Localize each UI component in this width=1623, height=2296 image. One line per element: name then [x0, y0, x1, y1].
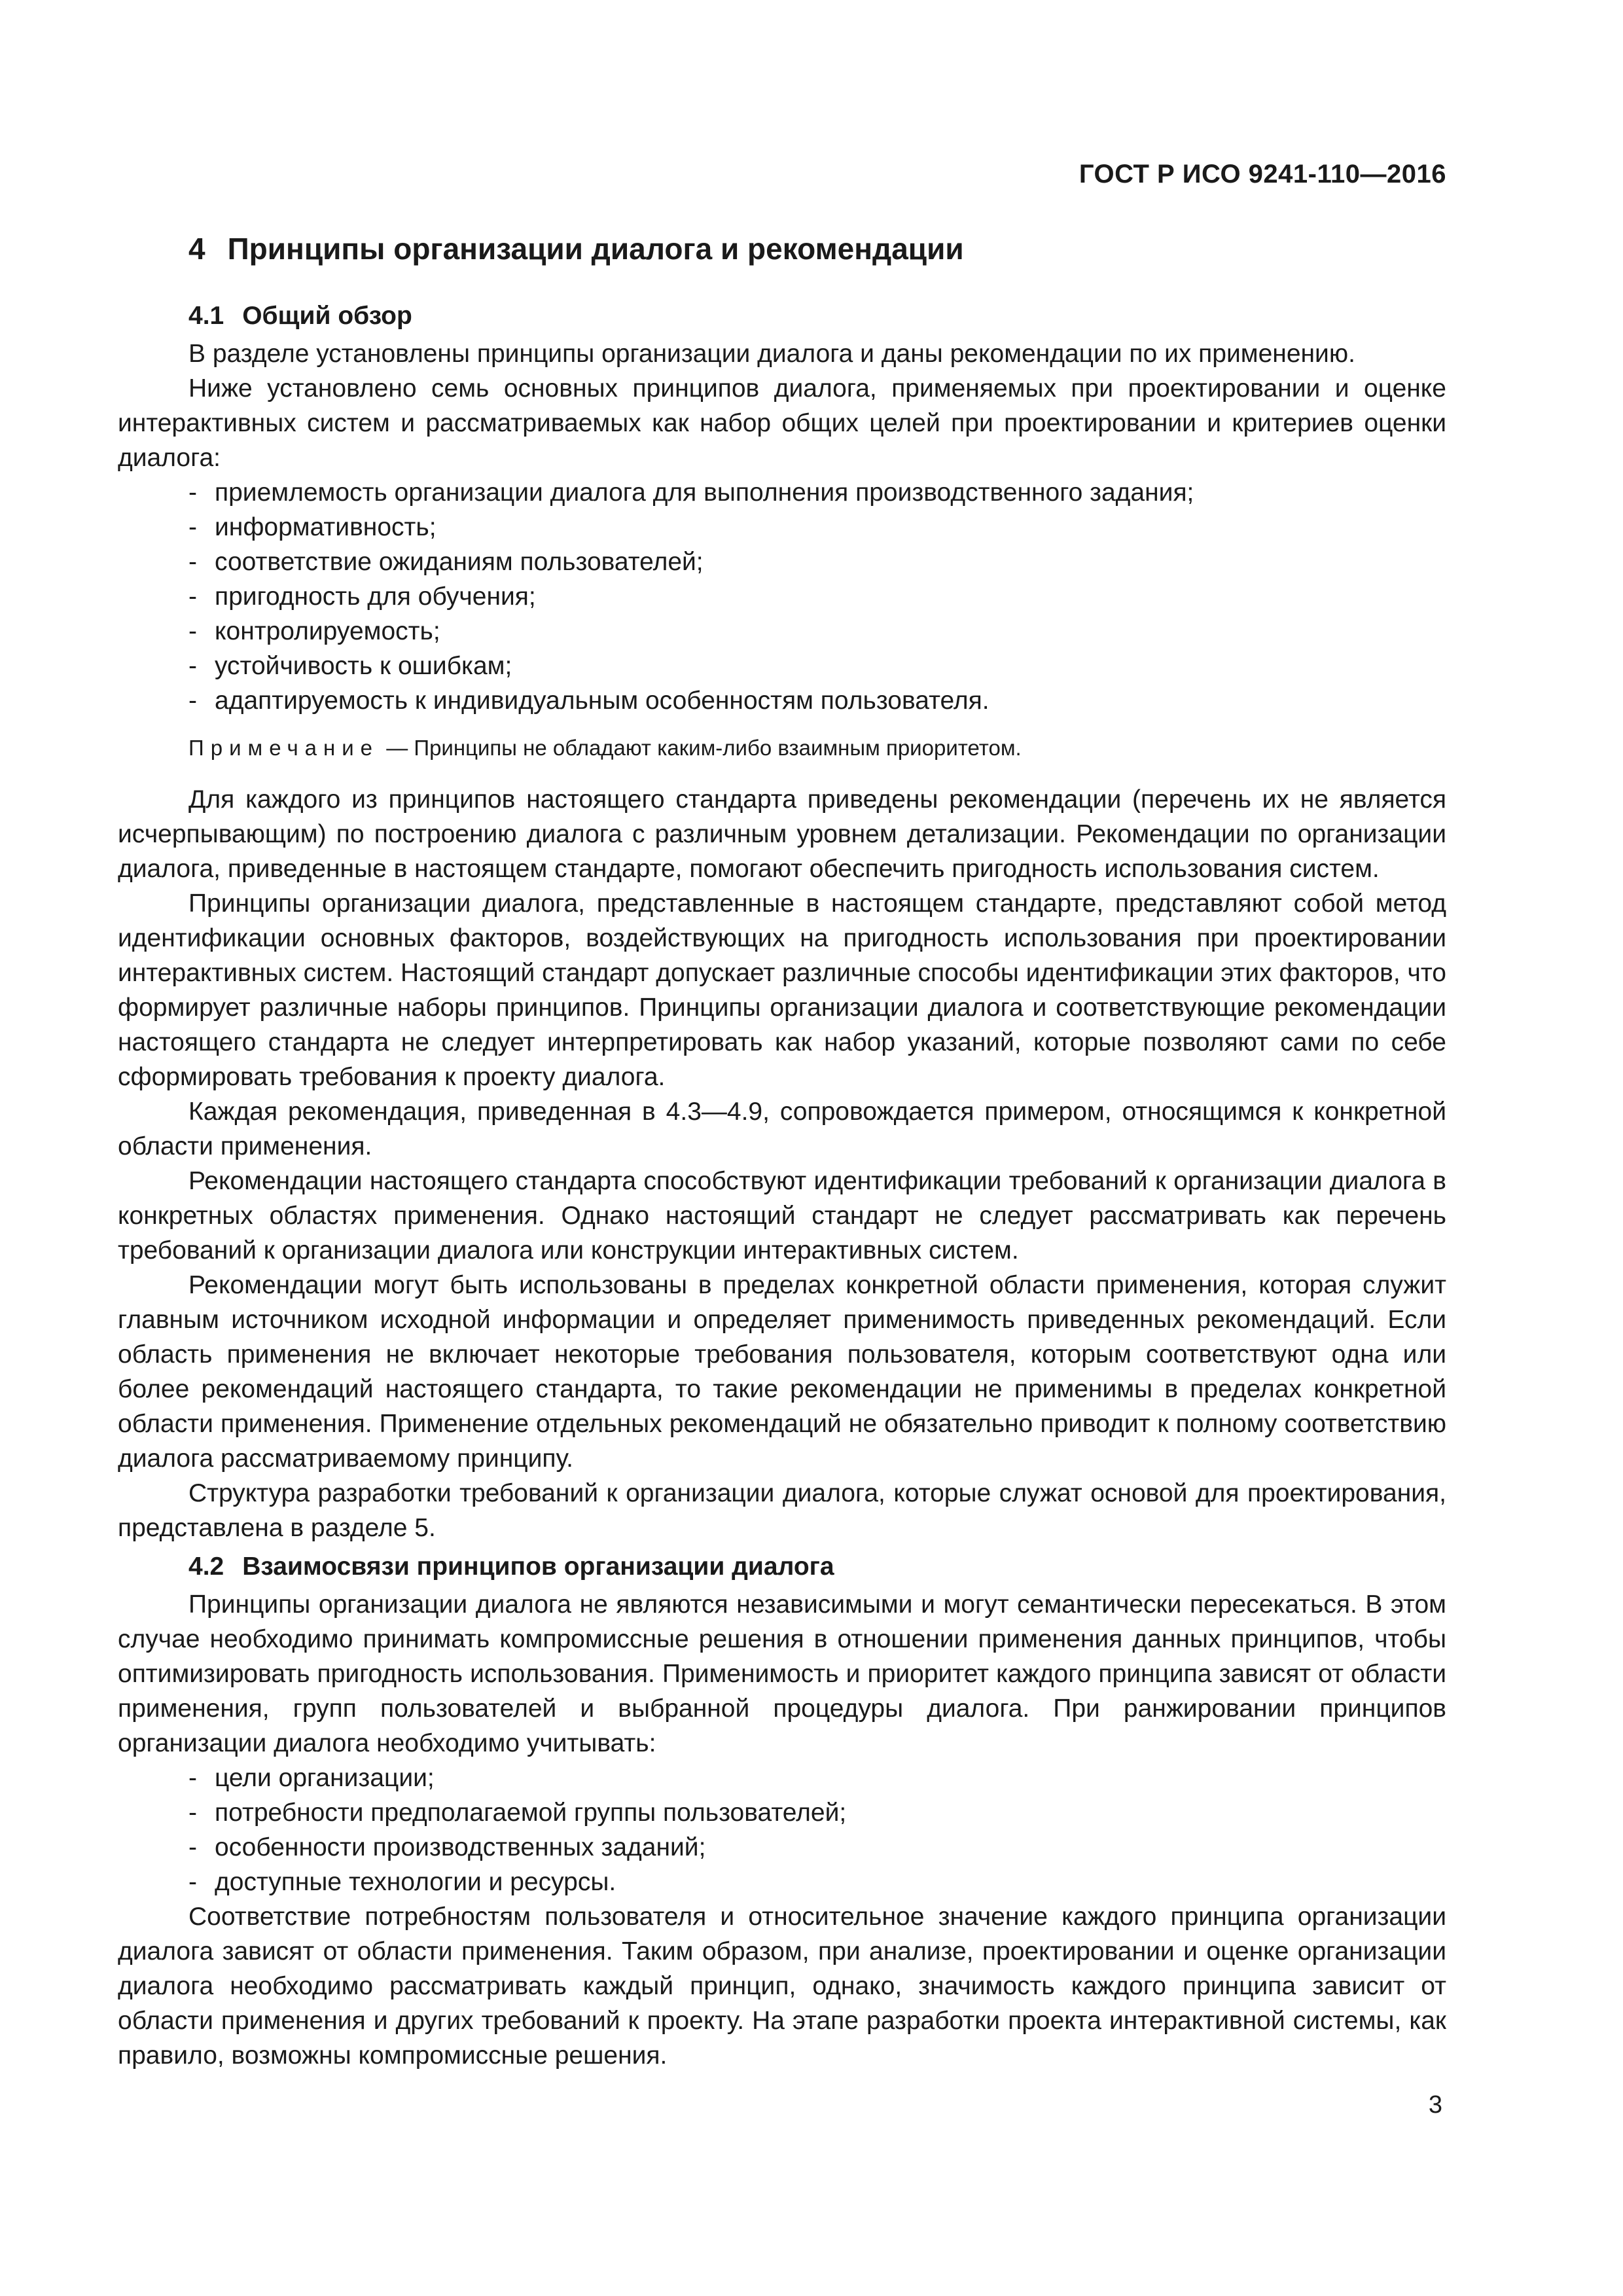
list-item: - пригодность для обучения;: [188, 579, 1446, 614]
paragraph: Соответствие потребностям пользователя и относительное значение каждого принципа организации диалога зависят от области применения. Таким образом, при анализе, проектировании и оценке организации диалога необходимо рассматривать каждый принцип, однако, значимость каждого принципа зависит от области применения и других требований к проекту. На этапе разработки проекта интерактивной системы, как правило, возможны компромиссные решения.: [118, 1903, 1446, 2070]
list-item: - особенности производственных заданий;: [188, 1830, 1446, 1865]
list-item: - информативность;: [188, 510, 1446, 545]
section-4-1-title: Общий обзор: [242, 302, 412, 330]
list-item: - потребности предполагаемой группы пользователей;: [188, 1795, 1446, 1830]
list-item: - доступные технологии и ресурсы.: [188, 1865, 1446, 1899]
paragraph: Принципы организации диалога не являются независимыми и могут семантически пересекаться. В этом случае необходимо принимать компромиссные решения в отношении применения данных принципов, чтобы оптимизировать пригодность использования. Применимость и приоритет каждого принципа зависят от области применения, групп пользователей и выбранной процедуры диалога. При ранжировании принципов организации диалога необходимо учитывать:: [118, 1590, 1446, 1757]
list-item: - адаптируемость к индивидуальным особенностям пользователя.: [188, 683, 1446, 718]
paragraph: Рекомендации могут быть использованы в пределах конкретной области применения, которая служит главным источником исходной информации и определяет применимость приведенных рекомендаций. Если область применения не включает некоторые требования пользователя, которым соответствуют одна или более рекомендаций настоящего стандарта, то такие рекомендации не применимы в пределах конкретной области применения. Применение отдельных рекомендаций не обязательно приводит к полному соответствию диалога рассматриваемому принципу.: [118, 1271, 1446, 1473]
note: [188, 732, 1446, 764]
list-item: - цели организации;: [188, 1761, 1446, 1795]
paragraph: Ниже установлено семь основных принципов диалога, применяемых при проектировании и оценке интерактивных систем и рассматриваемых как набор общих целей при проектировании и критериев оценки диалога:: [118, 374, 1446, 472]
paragraph: Рекомендации настоящего стандарта способствуют идентификации требований к организации диалога в конкретных областях применения. Однако настоящий стандарт не следует рассматривать как перечень требований к организации диалога или конструкции интерактивных систем.: [118, 1167, 1446, 1265]
factors-list: [118, 1761, 1446, 1899]
list-item: - контролируемость;: [188, 614, 1446, 649]
page-number: 3: [1428, 2091, 1442, 2119]
section-4-2-title: Взаимосвязи принципов организации диалога: [242, 1552, 834, 1581]
document-code-header: ГОСТ Р ИСО 9241-110—2016: [1079, 160, 1446, 188]
note-label: Примечание: [188, 736, 380, 760]
principles-list: [118, 475, 1446, 718]
paragraph: Принципы организации диалога, представленные в настоящем стандарте, представляют собой метод идентификации основных факторов, воздействующих на пригодность использования при проектировании интерактивных систем. Настоящий стандарт допускает различные способы идентификации этих факторов, что формирует различные наборы принципов. Принципы организации диалога и соответствующие рекомендации настоящего стандарта не следует интерпретировать как набор указаний, которые позволяют сами по себе сформировать требования к проекту диалога.: [118, 889, 1446, 1091]
list-item: - соответствие ожиданиям пользователей;: [188, 545, 1446, 579]
section-4-1-number: 4.1: [188, 302, 224, 330]
section-4-title: Принципы организации диалога и рекомендации: [227, 232, 964, 266]
paragraph: В разделе установлены принципы организации диалога и даны рекомендации по их применению.: [188, 340, 1355, 368]
paragraph: Каждая рекомендация, приведенная в 4.3—4.9, сопровождается примером, относящимся к конкретной области применения.: [118, 1098, 1446, 1160]
section-4-heading: [188, 229, 1446, 268]
section-4-2-heading: [188, 1549, 1446, 1585]
paragraph: Для каждого из принципов настоящего стандарта приведены рекомендации (перечень их не является исчерпывающим) по построению диалога с различным уровнем детализации. Рекомендации по организации диалога, приведенные в настоящем стандарте, помогают обеспечить пригодность использования систем.: [118, 785, 1446, 883]
section-4-2-number: 4.2: [188, 1552, 224, 1581]
paragraph: Структура разработки требований к организации диалога, которые служат основой для проектирования, представлена в разделе 5.: [118, 1479, 1446, 1542]
page-content: [118, 229, 1446, 2073]
section-4-number: 4: [188, 232, 205, 266]
section-4-1-heading: [188, 298, 1446, 334]
note-text: — Принципы не обладают каким-либо взаимным приоритетом.: [386, 736, 1022, 760]
list-item: - приемлемость организации диалога для выполнения производственного задания;: [188, 475, 1446, 510]
list-item: - устойчивость к ошибкам;: [188, 649, 1446, 683]
